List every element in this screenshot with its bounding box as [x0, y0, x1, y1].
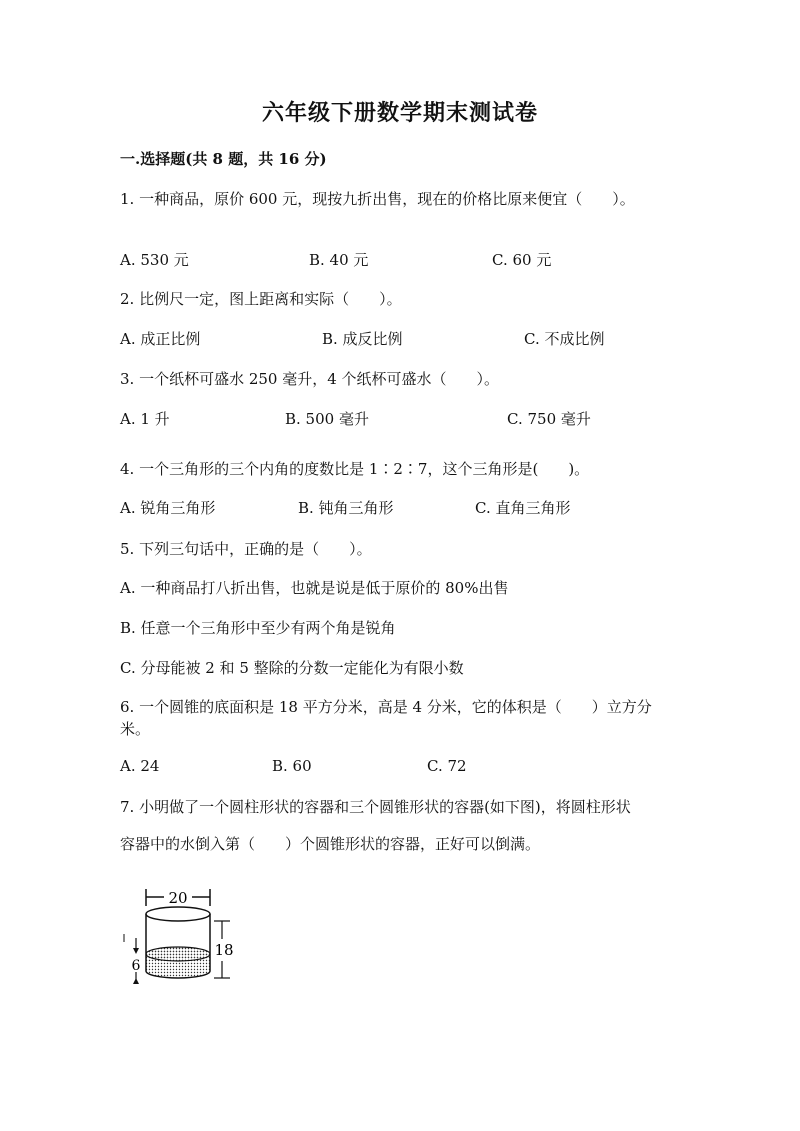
q4-option-a: A. 锐角三角形 — [120, 499, 216, 517]
question-3: 3. 一个纸杯可盛水 250 毫升，4 个纸杯可盛水（ ）。 — [120, 370, 500, 388]
section-heading: 一.选择题(共 8 题，共 16 分) — [120, 150, 327, 168]
question-1: 1. 一种商品，原价 600 元，现按九折出售，现在的价格比原来便宜（ ）。 — [120, 190, 635, 208]
q1-option-b: B. 40 元 — [309, 251, 369, 269]
q2-option-c: C. 不成比例 — [524, 330, 605, 348]
q6-option-a: A. 24 — [120, 757, 160, 775]
q4-option-b: B. 钝角三角形 — [298, 499, 394, 517]
question-7-line-1: 7. 小明做了一个圆柱形状的容器和三个圆锥形状的容器(如下图)，将圆柱形状 — [120, 798, 631, 816]
q3-option-b: B. 500 毫升 — [285, 410, 369, 428]
q3-option-a: A. 1 升 — [120, 410, 170, 428]
water-height-label: 6 — [131, 958, 141, 974]
question-5: 5. 下列三句话中，正确的是（ ）。 — [120, 540, 372, 558]
q1-option-c: C. 60 元 — [492, 251, 552, 269]
diameter-label: 20 — [168, 889, 188, 907]
question-2: 2. 比例尺一定，图上距离和实际（ ）。 — [120, 290, 402, 308]
q1-option-a: A. 530 元 — [120, 251, 189, 269]
question-4: 4. 一个三角形的三个内角的度数比是 1∶2∶7，这个三角形是( )。 — [120, 460, 590, 478]
q6-option-b: B. 60 — [272, 757, 312, 775]
question-6-line-2: 米。 — [120, 720, 151, 738]
question-6-line-1: 6. 一个圆锥的底面积是 18 平方分米，高是 4 分米，它的体积是（ ）立方分 — [120, 698, 652, 716]
q5-option-b: B. 任意一个三角形中至少有两个角是锐角 — [120, 619, 396, 637]
q4-option-c: C. 直角三角形 — [475, 499, 571, 517]
q5-option-c: C. 分母能被 2 和 5 整除的分数一定能化为有限小数 — [120, 659, 464, 677]
q2-option-b: B. 成反比例 — [322, 330, 403, 348]
question-7-line-2: 容器中的水倒入第（ ）个圆锥形状的容器，正好可以倒满。 — [120, 835, 541, 853]
q5-option-a: A. 一种商品打八折出售，也就是说是低于原价的 80%出售 — [120, 579, 509, 597]
q3-option-c: C. 750 毫升 — [507, 410, 591, 428]
page-title: 六年级下册数学期末测试卷 — [261, 100, 538, 126]
q6-option-c: C. 72 — [427, 757, 467, 775]
height-label: 18 — [214, 941, 234, 959]
cylinder-figure — [118, 884, 248, 992]
q2-option-a: A. 成正比例 — [120, 330, 201, 348]
